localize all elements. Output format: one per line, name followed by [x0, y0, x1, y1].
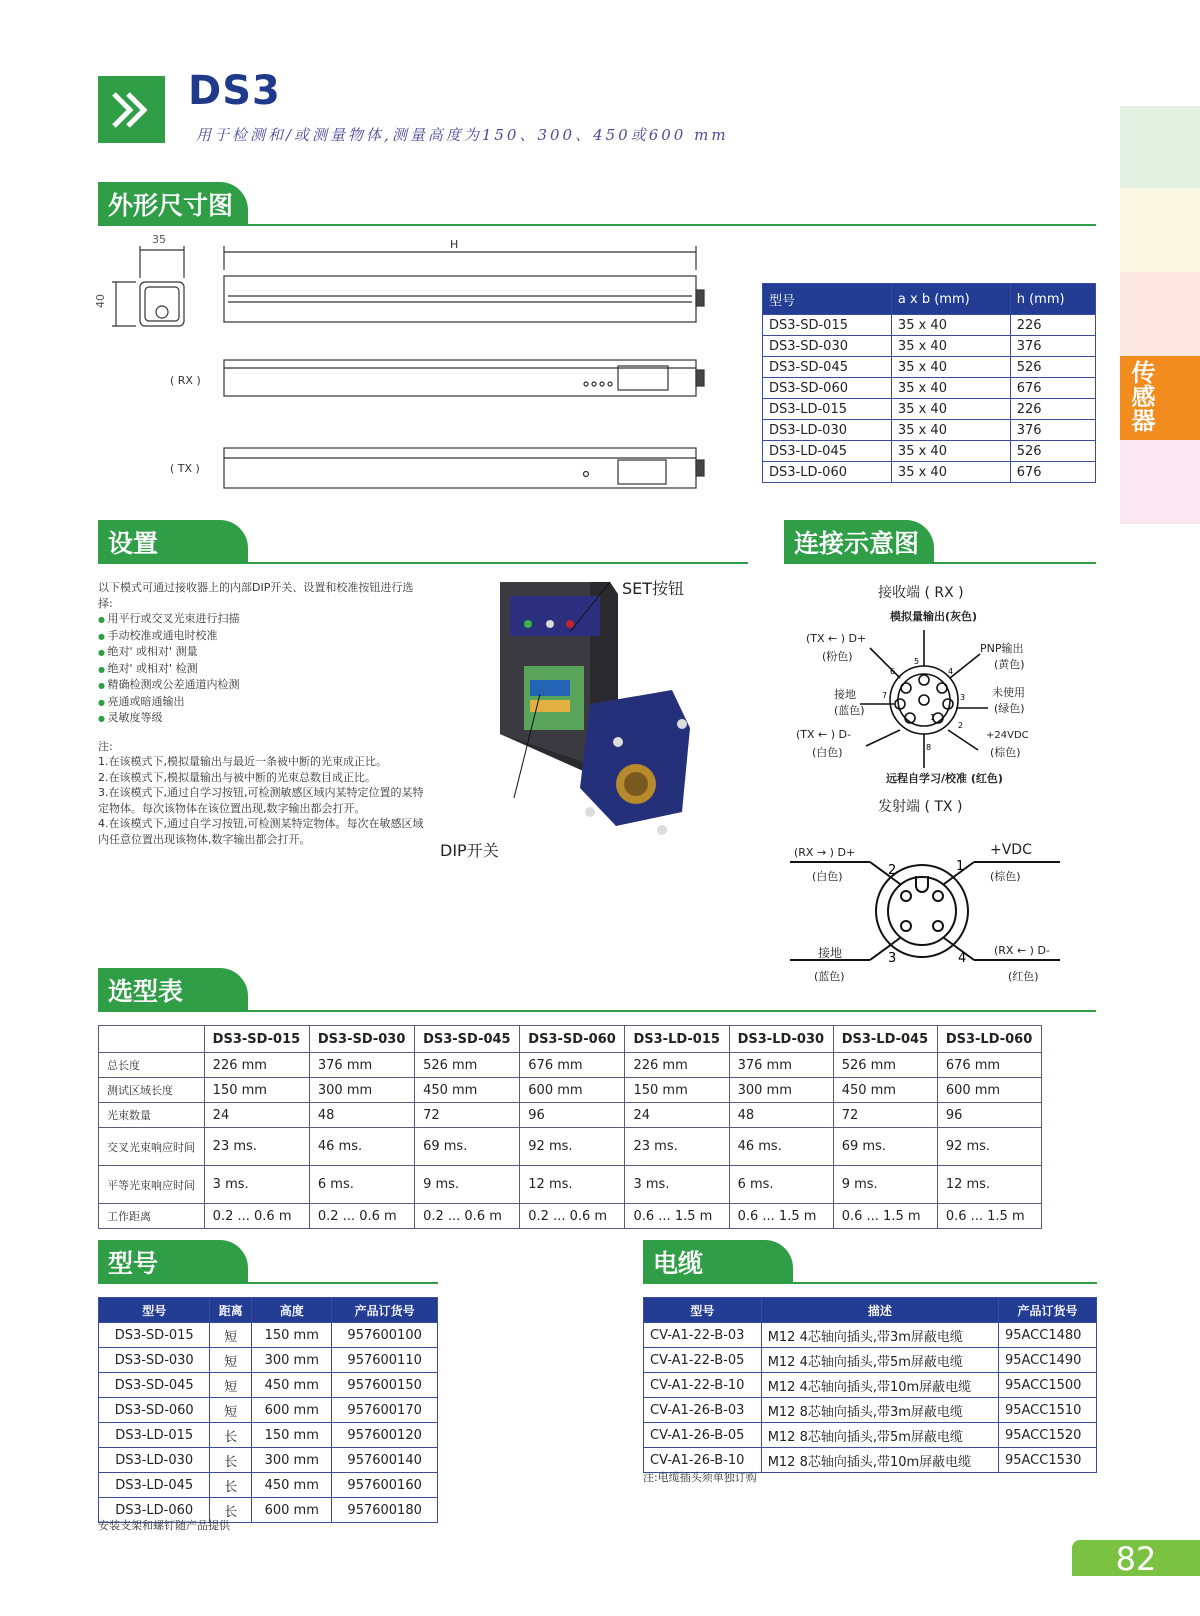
- table-cell: 450 mm: [252, 1373, 332, 1398]
- bullet-dot-icon: ●: [98, 681, 108, 690]
- rx-pin-5: 5: [914, 657, 920, 666]
- table-cell: 376 mm: [729, 1053, 833, 1078]
- rx-vdc-color: (棕色): [990, 746, 1021, 759]
- table-cell: 376: [1010, 420, 1095, 441]
- table-cell: 600 mm: [252, 1498, 332, 1523]
- section-title: 外形尺寸图: [98, 182, 248, 226]
- bullet-item: [98, 611, 428, 628]
- table-cell: 长: [210, 1423, 252, 1448]
- table-cell: CV-A1-22-B-05: [644, 1348, 762, 1373]
- table-row: [763, 357, 1096, 378]
- side-tab-rose: [1120, 440, 1200, 524]
- table-cell: 0.6 ... 1.5 m: [833, 1204, 937, 1229]
- device-illustration: [440, 574, 730, 864]
- tx-pin-3: 3: [888, 951, 897, 966]
- dimensions-table: [762, 283, 1096, 483]
- table-header-row: [99, 1298, 438, 1323]
- table-cell: 96: [937, 1103, 1041, 1128]
- bullet-item: [98, 694, 428, 711]
- table-cell: 46 ms.: [309, 1128, 414, 1166]
- rx-pin-7: 7: [882, 691, 888, 700]
- table-cell: 95ACC1490: [998, 1348, 1096, 1373]
- table-cell: 46 ms.: [729, 1128, 833, 1166]
- bullet-dot-icon: ●: [98, 714, 108, 723]
- tx-connector-outline: [876, 865, 968, 957]
- table-cell: 35 x 40: [891, 378, 1010, 399]
- rx-remote-label: 远程自学习/校准 (红色): [886, 772, 1003, 785]
- table-cell: 92 ms.: [937, 1128, 1041, 1166]
- table-cell: 526 mm: [415, 1053, 520, 1078]
- column-header: 型号: [763, 284, 892, 315]
- page-title: DS3: [188, 68, 281, 114]
- table-row: [763, 420, 1096, 441]
- side-tab-pink: [1120, 272, 1200, 356]
- section-title: 连接示意图: [784, 520, 934, 564]
- table-cell: 6 ms.: [309, 1166, 414, 1204]
- bullet-dot-icon: ●: [98, 648, 108, 657]
- table-row: [99, 1423, 438, 1448]
- rx-dminus-label: (TX ← ) D-: [796, 728, 851, 741]
- row-label: 工作距离: [99, 1204, 205, 1229]
- table-cell: 0.2 ... 0.6 m: [415, 1204, 520, 1229]
- table-row: [99, 1348, 438, 1373]
- table-cell: 95ACC1520: [998, 1423, 1096, 1448]
- table-cell: DS3-LD-060: [763, 462, 892, 483]
- settings-intro: 以下模式可通过接收器上的内部DIP开关、设置和校准按钮进行选择:: [98, 581, 414, 610]
- table-cell: CV-A1-26-B-03: [644, 1398, 762, 1423]
- table-cell: CV-A1-26-B-05: [644, 1423, 762, 1448]
- section-settings-header: [98, 520, 748, 564]
- models-footnote: 安装支架和螺钉随产品提供: [98, 1519, 230, 1532]
- settings-text: [98, 580, 428, 847]
- models-table: [98, 1297, 438, 1523]
- bullet-item: [98, 644, 428, 661]
- bullet-text: 精确检测或公差通道内检测: [107, 678, 240, 691]
- note-item: 1.在该模式下,模拟量输出与最近一条被中断的光束成正比。: [98, 755, 387, 768]
- rx-dminus-color: (白色): [812, 746, 843, 759]
- table-cell: 526: [1010, 357, 1095, 378]
- table-cell: DS3-LD-030: [763, 420, 892, 441]
- table-cell: 9 ms.: [833, 1166, 937, 1204]
- table-cell: CV-A1-26-B-10: [644, 1448, 762, 1473]
- column-header: 型号: [99, 1298, 210, 1323]
- page-number: 82: [1072, 1540, 1200, 1576]
- table-cell: 300 mm: [729, 1078, 833, 1103]
- side-tab-yellow: [1120, 188, 1200, 272]
- column-header: [99, 1026, 205, 1053]
- rx-pin-1: 1: [930, 713, 936, 722]
- table-cell: 48: [729, 1103, 833, 1128]
- table-cell: M12 4芯轴向插头,带5m屏蔽电缆: [761, 1348, 998, 1373]
- table-cell: 短: [210, 1398, 252, 1423]
- section-rule: [98, 224, 1096, 226]
- table-cell: 35 x 40: [891, 420, 1010, 441]
- table-header-row: [763, 284, 1096, 315]
- table-cell: 450 mm: [415, 1078, 520, 1103]
- rx-unused-label: 未使用: [992, 686, 1025, 699]
- table-cell: 226 mm: [625, 1053, 729, 1078]
- table-cell: 600 mm: [937, 1078, 1041, 1103]
- table-cell: 150 mm: [625, 1078, 729, 1103]
- bullet-text: 灵敏度等级: [107, 711, 163, 724]
- rx-pin-4: 4: [948, 667, 954, 676]
- row-label: 测试区域长度: [99, 1078, 205, 1103]
- table-row: [644, 1398, 1097, 1423]
- rx-connector-diagram: [860, 630, 990, 770]
- tx-vdc-label: +VDC: [990, 842, 1032, 858]
- table-cell: 0.2 ... 0.6 m: [520, 1204, 625, 1229]
- table-cell: 72: [833, 1103, 937, 1128]
- table-cell: 23 ms.: [204, 1128, 309, 1166]
- tx-label: ( TX ): [170, 462, 200, 475]
- table-row: [99, 1204, 1042, 1229]
- table-cell: 0.2 ... 0.6 m: [309, 1204, 414, 1229]
- bullet-dot-icon: ●: [98, 697, 108, 707]
- bullet-item: [98, 710, 428, 727]
- row-label: 平等光束响应时间: [99, 1166, 205, 1204]
- section-dimensions-header: [98, 182, 1096, 226]
- dim-h-label: H: [450, 238, 459, 251]
- settings-notes: [98, 754, 428, 847]
- rx-dplus-color: (粉色): [822, 650, 853, 663]
- table-cell: 96: [520, 1103, 625, 1128]
- table-cell: 3 ms.: [625, 1166, 729, 1204]
- table-row: [763, 336, 1096, 357]
- rx-gnd-color: (蓝色): [834, 704, 865, 717]
- section-selection-header: [98, 968, 1096, 1012]
- table-cell: 150 mm: [252, 1323, 332, 1348]
- side-tab-active: [1120, 356, 1200, 440]
- double-chevron-icon: [98, 76, 165, 143]
- table-cell: 35 x 40: [891, 441, 1010, 462]
- side-tab-label: 传感器: [1127, 360, 1155, 432]
- table-cell: 150 mm: [252, 1423, 332, 1448]
- table-cell: M12 4芯轴向插头,带10m屏蔽电缆: [761, 1373, 998, 1398]
- table-cell: 300 mm: [252, 1348, 332, 1373]
- table-cell: 957600180: [332, 1498, 438, 1523]
- table-row: [763, 315, 1096, 336]
- table-cell: 48: [309, 1103, 414, 1128]
- tx-gnd-color: (蓝色): [814, 970, 845, 983]
- cables-footnote: 注:电缆插头须单独订购: [643, 1471, 757, 1484]
- rx-pin-3: 3: [960, 693, 966, 702]
- table-cell: DS3-SD-030: [99, 1348, 210, 1373]
- dim-40-label: 40: [94, 294, 107, 308]
- table-cell: 226 mm: [204, 1053, 309, 1078]
- bullet-item: [98, 628, 428, 645]
- table-cell: 300 mm: [309, 1078, 414, 1103]
- section-title: 设置: [98, 520, 248, 564]
- section-rule: [98, 1282, 438, 1284]
- table-cell: 526 mm: [833, 1053, 937, 1078]
- table-cell: 450 mm: [252, 1473, 332, 1498]
- bullet-text: 手动校准或通电时校准: [107, 628, 218, 642]
- table-cell: 957600140: [332, 1448, 438, 1473]
- table-row: [99, 1078, 1042, 1103]
- table-row: [763, 441, 1096, 462]
- table-cell: 600 mm: [252, 1398, 332, 1423]
- table-cell: 长: [210, 1448, 252, 1473]
- table-cell: 短: [210, 1348, 252, 1373]
- section-rule: [98, 562, 748, 564]
- selection-table: [98, 1025, 1042, 1229]
- table-cell: 600 mm: [520, 1078, 625, 1103]
- table-row: [644, 1423, 1097, 1448]
- section-models-header: [98, 1240, 438, 1284]
- notes-title: 注:: [98, 739, 113, 753]
- bullet-text: 用平行或交叉光束进行扫描: [107, 612, 240, 625]
- rx-pnp-label: PNP输出: [980, 642, 1024, 655]
- table-cell: CV-A1-22-B-10: [644, 1373, 762, 1398]
- table-cell: 300 mm: [252, 1448, 332, 1473]
- table-cell: 0.2 ... 0.6 m: [204, 1204, 309, 1229]
- column-header: 高度: [252, 1298, 332, 1323]
- end-view-outline: [140, 282, 184, 326]
- table-cell: 676: [1010, 462, 1095, 483]
- table-cell: DS3-SD-030: [763, 336, 892, 357]
- row-label: 交叉光束响应时间: [99, 1128, 205, 1166]
- rx-body: [224, 360, 696, 396]
- dim-35-label: 35: [152, 233, 166, 246]
- section-title: 型号: [98, 1240, 248, 1284]
- column-header: 型号: [644, 1298, 762, 1323]
- table-cell: 9 ms.: [415, 1166, 520, 1204]
- table-row: [99, 1473, 438, 1498]
- table-cell: DS3-LD-030: [99, 1448, 210, 1473]
- table-cell: 676 mm: [937, 1053, 1041, 1078]
- note-item: 2.在该模式下,模拟量输出与被中断的光束总数目成正比。: [98, 770, 376, 784]
- table-row: [763, 378, 1096, 399]
- table-cell: 526: [1010, 441, 1095, 462]
- note-item: 4.在该模式下,通过自学习按钮,可检测某特定物体。每次在敏感区域内任意位置出现该物体,数字输出都会打开。: [98, 817, 424, 846]
- table-cell: M12 8芯轴向插头,带10m屏蔽电缆: [761, 1448, 998, 1473]
- rx-unused-color: (绿色): [994, 702, 1025, 715]
- table-cell: 376: [1010, 336, 1095, 357]
- table-cell: M12 8芯轴向插头,带5m屏蔽电缆: [761, 1423, 998, 1448]
- table-cell: 72: [415, 1103, 520, 1128]
- table-row: [99, 1128, 1042, 1166]
- table-cell: DS3-SD-060: [763, 378, 892, 399]
- table-cell: DS3-SD-045: [763, 357, 892, 378]
- bullet-item: [98, 661, 428, 678]
- table-cell: 676 mm: [520, 1053, 625, 1078]
- table-cell: 95ACC1480: [998, 1323, 1096, 1348]
- table-row: [99, 1448, 438, 1473]
- tx-gnd-label: 接地: [818, 946, 843, 960]
- dimension-drawing: [94, 233, 718, 518]
- column-header: DS3-LD-015: [625, 1026, 729, 1053]
- table-cell: 短: [210, 1373, 252, 1398]
- page-subtitle: 用于检测和/或测量物体,测量高度为150、300、450或600 mm: [196, 126, 729, 144]
- bullet-text: 绝对' 或相对' 测量: [107, 645, 198, 658]
- table-cell: 12 ms.: [937, 1166, 1041, 1204]
- rx-pin-2: 2: [958, 721, 964, 730]
- bullet-text: 绝对' 或相对' 检测: [107, 661, 198, 675]
- table-cell: 0.6 ... 1.5 m: [625, 1204, 729, 1229]
- table-cell: 95ACC1500: [998, 1373, 1096, 1398]
- table-cell: 0.6 ... 1.5 m: [937, 1204, 1041, 1229]
- section-rule: [98, 1010, 1096, 1012]
- column-header: DS3-LD-060: [937, 1026, 1041, 1053]
- table-row: [99, 1323, 438, 1348]
- table-cell: DS3-SD-045: [99, 1373, 210, 1398]
- table-cell: DS3-LD-015: [99, 1423, 210, 1448]
- bullet-dot-icon: ●: [98, 631, 108, 641]
- tx-dplus-label: (RX → ) D+: [794, 846, 856, 859]
- table-header-row: [99, 1026, 1042, 1053]
- rx-analog-label: 模拟量输出(灰色): [890, 610, 978, 623]
- table-row: [644, 1348, 1097, 1373]
- table-cell: 376 mm: [309, 1053, 414, 1078]
- table-cell: DS3-LD-045: [763, 441, 892, 462]
- rx-gnd-label: 接地: [834, 688, 856, 701]
- table-row: [99, 1053, 1042, 1078]
- tx-pin-4: 4: [958, 951, 967, 966]
- table-cell: 长: [210, 1498, 252, 1523]
- table-cell: 95ACC1530: [998, 1448, 1096, 1473]
- table-row: [99, 1373, 438, 1398]
- column-header: 产品订货号: [332, 1298, 438, 1323]
- table-cell: 0.6 ... 1.5 m: [729, 1204, 833, 1229]
- section-connection-header: [784, 520, 1096, 564]
- column-header: 描述: [761, 1298, 998, 1323]
- table-row: [644, 1448, 1097, 1473]
- column-header: DS3-SD-060: [520, 1026, 625, 1053]
- table-cell: 957600110: [332, 1348, 438, 1373]
- table-cell: 12 ms.: [520, 1166, 625, 1204]
- table-cell: 957600160: [332, 1473, 438, 1498]
- brand-logo-box: [98, 76, 165, 143]
- table-cell: DS3-SD-015: [99, 1323, 210, 1348]
- section-title: 选型表: [98, 968, 248, 1012]
- tx-dminus-color: (红色): [1008, 970, 1039, 983]
- rx-label: ( RX ): [170, 374, 201, 387]
- table-cell: 35 x 40: [891, 399, 1010, 420]
- tx-pin-2: 2: [888, 863, 897, 878]
- settings-bullets: [98, 611, 428, 727]
- tx-vdc-color: (棕色): [990, 870, 1021, 883]
- row-label: 总长度: [99, 1053, 205, 1078]
- table-cell: 957600100: [332, 1323, 438, 1348]
- rx-pin-6: 6: [890, 667, 896, 676]
- table-cell: 35 x 40: [891, 357, 1010, 378]
- table-cell: 450 mm: [833, 1078, 937, 1103]
- bullet-dot-icon: ●: [98, 615, 108, 624]
- table-cell: M12 8芯轴向插头,带3m屏蔽电缆: [761, 1398, 998, 1423]
- column-header: DS3-SD-015: [204, 1026, 309, 1053]
- table-row: [99, 1103, 1042, 1128]
- table-cell: 短: [210, 1323, 252, 1348]
- table-cell: DS3-SD-060: [99, 1398, 210, 1423]
- table-cell: 35 x 40: [891, 462, 1010, 483]
- bullet-dot-icon: ●: [98, 664, 108, 674]
- cables-table: [643, 1297, 1097, 1473]
- table-cell: 长: [210, 1473, 252, 1498]
- section-rule: [784, 562, 1096, 564]
- body-side-view: [224, 276, 696, 322]
- table-cell: 150 mm: [204, 1078, 309, 1103]
- bullet-text: 亮通或暗通输出: [107, 694, 185, 708]
- table-cell: DS3-LD-045: [99, 1473, 210, 1498]
- table-row: [644, 1373, 1097, 1398]
- column-header: h (mm): [1010, 284, 1095, 315]
- table-cell: 35 x 40: [891, 315, 1010, 336]
- section-cables-header: [643, 1240, 1097, 1284]
- table-cell: 226: [1010, 399, 1095, 420]
- table-row: [763, 399, 1096, 420]
- table-cell: DS3-LD-015: [763, 399, 892, 420]
- table-cell: 69 ms.: [415, 1128, 520, 1166]
- column-header: DS3-SD-030: [309, 1026, 414, 1053]
- set-button-callout: SET按钮: [622, 579, 685, 598]
- tx-dminus-label: (RX ← ) D-: [994, 944, 1050, 957]
- tx-title: 发射端 ( TX ): [878, 799, 963, 815]
- rx-pnp-color: (黄色): [994, 658, 1025, 671]
- table-cell: 95ACC1510: [998, 1398, 1096, 1423]
- column-header: 产品订货号: [998, 1298, 1096, 1323]
- rx-vdc-label: +24VDC: [986, 730, 1029, 741]
- column-header: a x b (mm): [891, 284, 1010, 315]
- table-cell: 957600120: [332, 1423, 438, 1448]
- table-cell: 957600170: [332, 1398, 438, 1423]
- table-cell: 69 ms.: [833, 1128, 937, 1166]
- table-cell: CV-A1-22-B-03: [644, 1323, 762, 1348]
- tx-connector-diagram: [790, 856, 1060, 966]
- table-cell: 676: [1010, 378, 1095, 399]
- dip-switch-callout: DIP开关: [440, 841, 499, 860]
- table-cell: 226: [1010, 315, 1095, 336]
- table-cell: 24: [204, 1103, 309, 1128]
- table-cell: 6 ms.: [729, 1166, 833, 1204]
- note-item: 3.在该模式下,通过自学习按钮,可检测敏感区域内某特定位置的某特定物体。每次该物体在该位置出现,数字输出都会打开。: [98, 786, 424, 815]
- table-row: [763, 462, 1096, 483]
- tx-body: [224, 448, 696, 488]
- rx-title: 接收端 ( RX ): [878, 585, 964, 601]
- table-cell: 957600150: [332, 1373, 438, 1398]
- row-label: 光束数量: [99, 1103, 205, 1128]
- table-cell: 24: [625, 1103, 729, 1128]
- rx-dplus-label: (TX ← ) D+: [806, 632, 867, 645]
- rx-pin-8: 8: [926, 743, 932, 752]
- table-cell: 3 ms.: [204, 1166, 309, 1204]
- table-cell: M12 4芯轴向插头,带3m屏蔽电缆: [761, 1323, 998, 1348]
- table-row: [644, 1323, 1097, 1348]
- column-header: DS3-LD-030: [729, 1026, 833, 1053]
- column-header: DS3-LD-045: [833, 1026, 937, 1053]
- section-rule: [643, 1282, 1097, 1284]
- rx-connector-outline: [890, 666, 958, 734]
- tx-pin-1: 1: [956, 859, 965, 874]
- side-tab-green: [1120, 106, 1200, 188]
- table-cell: DS3-LD-060: [99, 1498, 210, 1523]
- table-row: [99, 1398, 438, 1423]
- table-row: [99, 1166, 1042, 1204]
- column-header: DS3-SD-045: [415, 1026, 520, 1053]
- table-cell: DS3-SD-015: [763, 315, 892, 336]
- tx-dplus-color: (白色): [812, 870, 843, 883]
- table-cell: 23 ms.: [625, 1128, 729, 1166]
- table-cell: 92 ms.: [520, 1128, 625, 1166]
- table-cell: 35 x 40: [891, 336, 1010, 357]
- column-header: 距离: [210, 1298, 252, 1323]
- table-header-row: [644, 1298, 1097, 1323]
- section-title: 电缆: [643, 1240, 793, 1284]
- bullet-item: [98, 677, 428, 694]
